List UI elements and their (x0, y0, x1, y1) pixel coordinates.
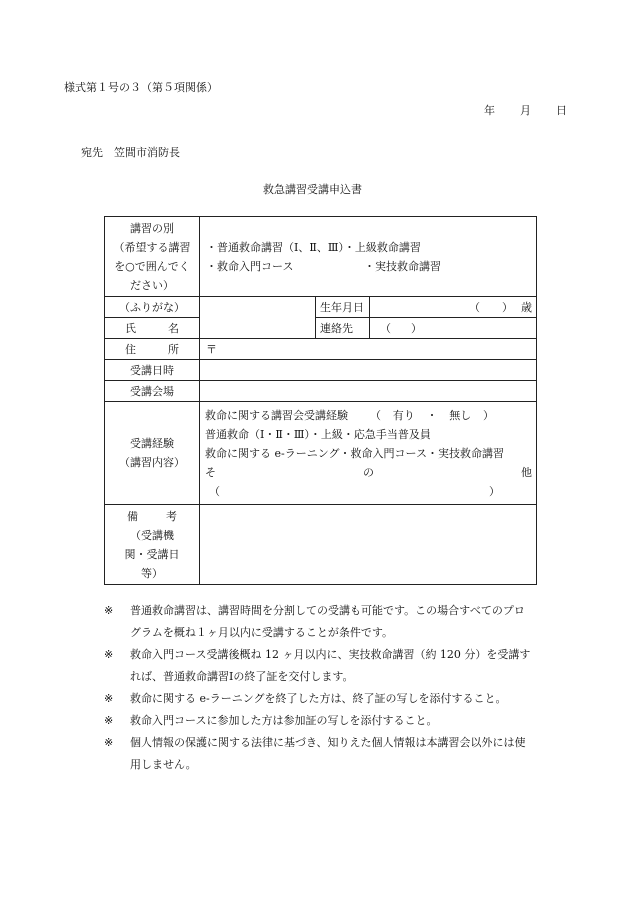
row-contact (105, 318, 537, 339)
course-options (200, 217, 537, 297)
note-mark: ※ (104, 714, 114, 727)
note-mark: ※ (104, 692, 114, 705)
contact-field[interactable]: （ ） (370, 318, 537, 339)
row-course-type (105, 217, 537, 297)
row-name-birth (105, 297, 537, 318)
remarks-label: 備 考 （受講機 関・受講日 等） (105, 505, 200, 585)
note-item (104, 644, 534, 688)
option-advanced-course[interactable]: ・上級救命講習 (343, 240, 421, 254)
note-text: 救命入門コース受講後概ね 12 ヶ月以内に、実技救命講習（約 120 分）を受講すれば、普通救命講習Ⅰの終了証を交付します。 (130, 648, 531, 683)
postal-mark: 〒 (206, 342, 217, 356)
note-text: 救命入門コースに参加した方は参加証の写しを添付すること。 (130, 714, 438, 727)
remarks-field[interactable] (200, 505, 537, 585)
venue-label: 受講会場 (105, 381, 200, 402)
venue-field[interactable] (200, 381, 537, 402)
note-item (104, 688, 534, 710)
address-field[interactable] (200, 339, 537, 360)
date-day-label: 日 (556, 104, 567, 117)
row-remarks (105, 505, 537, 585)
row-experience (105, 402, 537, 505)
contact-label: 連絡先 (316, 318, 370, 339)
option-intro-course[interactable]: ・救命入門コース (206, 259, 294, 273)
row-date (105, 360, 537, 381)
option-experience-no[interactable]: 無し (449, 408, 472, 422)
experience-field[interactable]: 救命に関する講習会受講経験 （ 有り ・ 無し ） 普通救命（Ⅰ・Ⅱ・Ⅲ）・上級・応急手当普及員 救命に関する e-ラーニング・救命入門コース・実技救命講習 そ の 他 （ ） (200, 402, 537, 505)
note-mark: ※ (104, 604, 114, 617)
address-label: 住 所 (105, 339, 200, 360)
date-year-label: 年 (484, 104, 495, 117)
option-regular-course[interactable]: ・普通救命講習（Ⅰ、Ⅱ、Ⅲ） (206, 240, 344, 254)
row-address (105, 339, 537, 360)
date-month-label: 月 (520, 104, 531, 117)
application-form-table (104, 216, 537, 585)
option-experience-yes[interactable]: 有り (392, 408, 415, 422)
note-item (104, 732, 534, 776)
note-item (104, 600, 534, 644)
course-type-label: 講習の別 （希望する講習 を○で囲んでく ださい） (105, 217, 200, 297)
addressee: 宛先 笠間市消防長 (81, 146, 180, 159)
row-venue (105, 381, 537, 402)
name-field[interactable] (200, 297, 316, 339)
form-title: 救急講習受講申込書 (263, 183, 362, 196)
note-text: 救命に関する e-ラーニングを終了した方は、終了証の写しを添付すること。 (130, 692, 507, 705)
name-label: 氏 名 (105, 318, 200, 339)
birth-field[interactable]: （ ） 歳 (370, 297, 537, 318)
note-text: 普通救命講習は、講習時間を分割しての受講も可能です。この場合すべてのプログラムを概ね１ヶ月以内に受講することが条件です。 (130, 604, 525, 639)
furigana-label: （ふりがな） (105, 297, 200, 318)
birth-label: 生年月日 (316, 297, 370, 318)
note-item (104, 710, 534, 732)
note-mark: ※ (104, 736, 114, 749)
date-label: 受講日時 (105, 360, 200, 381)
form-number: 様式第１号の３（第５項関係） (64, 81, 218, 94)
option-practical-course[interactable]: ・実技救命講習 (364, 259, 441, 273)
note-mark: ※ (104, 648, 114, 661)
date-field[interactable] (200, 360, 537, 381)
note-text: 個人情報の保護に関する法律に基づき、知りえた個人情報は本講習会以外には使用しません。 (130, 736, 526, 771)
experience-label: 受講経験 （講習内容） (105, 402, 200, 505)
notes-list (104, 600, 534, 776)
